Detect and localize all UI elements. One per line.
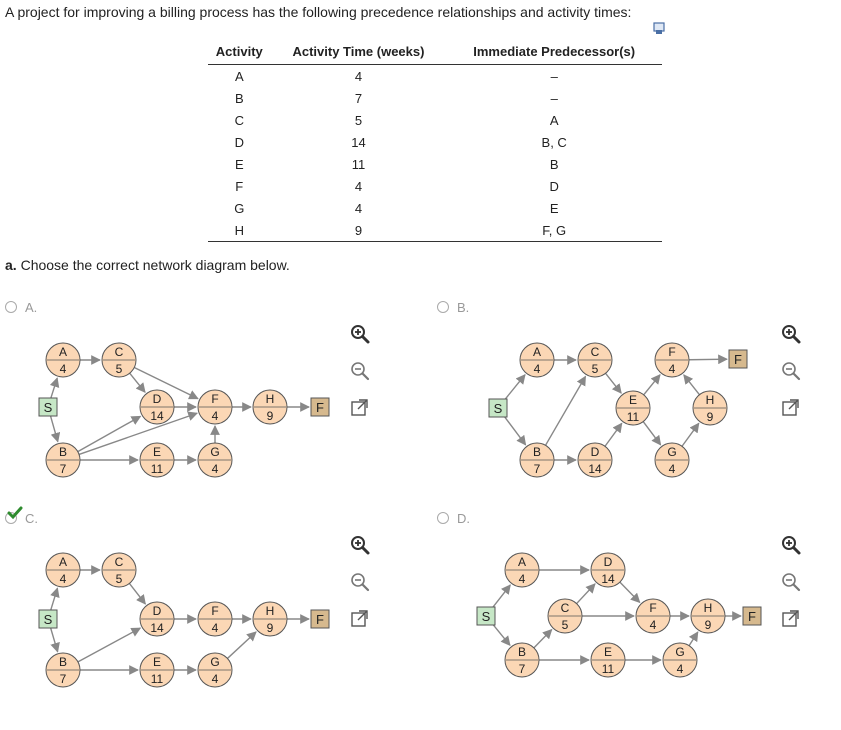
node-label: H <box>703 601 713 615</box>
edge-G-H <box>682 423 699 446</box>
node-e <box>591 643 625 677</box>
node-label: G <box>210 655 220 669</box>
node-label: F <box>316 612 324 627</box>
edge-S-B <box>492 623 510 645</box>
zoom-in-icon[interactable] <box>780 323 802 345</box>
edge-S-A <box>492 585 511 609</box>
check-icon <box>7 506 23 520</box>
cell-predecessors: – <box>550 90 558 106</box>
node-label: H <box>265 604 275 618</box>
option-c-letter: C. <box>25 511 38 526</box>
node-time: 14 <box>601 572 615 586</box>
node-label: E <box>152 655 162 669</box>
cell-activity: G <box>234 200 245 216</box>
cell-predecessors: F, G <box>446 219 662 242</box>
cell-time: 5 <box>354 112 363 128</box>
edge-S-A <box>51 378 57 398</box>
node-time: 4 <box>211 462 219 476</box>
node-time: 14 <box>588 462 602 476</box>
node-label: A <box>58 555 68 569</box>
zoom-out-icon[interactable] <box>780 571 802 593</box>
node-label: S <box>493 401 503 416</box>
node-f <box>636 599 670 633</box>
node-time: 14 <box>150 621 164 635</box>
node-time: 7 <box>59 672 67 686</box>
table-row <box>208 153 662 175</box>
network-diagram-c <box>0 530 400 700</box>
cell-activity: E <box>234 156 244 172</box>
node-label: G <box>667 445 677 459</box>
node-time: 4 <box>211 672 219 686</box>
node-time: 4 <box>518 572 526 586</box>
node-h <box>253 602 287 636</box>
question-text <box>5 257 290 273</box>
node-time: 4 <box>533 362 541 376</box>
node-finish <box>743 607 761 625</box>
option-a-radio[interactable] <box>5 301 17 313</box>
table-row <box>208 219 662 242</box>
node-label: G <box>210 445 220 459</box>
node-label: B <box>58 655 68 669</box>
cell-predecessors: B, C <box>541 134 567 150</box>
node-e <box>140 653 174 687</box>
node-time: 4 <box>59 362 67 376</box>
edge-D-E <box>605 423 622 446</box>
node-start <box>489 399 507 417</box>
cell-activity: B <box>234 90 244 106</box>
node-label: D <box>152 604 162 618</box>
node-label: E <box>152 445 162 459</box>
node-time: 4 <box>668 362 676 376</box>
edge-S-B <box>503 415 525 445</box>
node-g <box>198 443 232 477</box>
node-c <box>102 553 136 587</box>
table-row <box>208 197 662 219</box>
node-label: B <box>532 445 542 459</box>
edge-G-H <box>227 632 256 659</box>
node-label: F <box>211 392 219 406</box>
zoom-out-icon[interactable] <box>780 360 802 382</box>
node-b <box>46 653 80 687</box>
option-d-radio[interactable] <box>437 512 449 524</box>
node-time: 9 <box>266 409 274 423</box>
edge-B-C <box>546 376 586 445</box>
option-d-letter: D. <box>457 511 470 526</box>
node-label: H <box>705 393 715 407</box>
edge-E-G <box>643 422 660 445</box>
node-time: 4 <box>676 662 684 676</box>
node-time: 5 <box>115 362 123 376</box>
edge-B-D <box>78 416 141 451</box>
node-finish <box>311 610 329 628</box>
node-b <box>505 643 539 677</box>
node-label: C <box>590 345 600 359</box>
node-g <box>655 443 689 477</box>
node-label: D <box>603 555 613 569</box>
node-label: G <box>675 645 685 659</box>
node-finish <box>729 350 747 368</box>
node-time: 4 <box>649 618 657 632</box>
node-label: A <box>58 345 68 359</box>
edge-B-D <box>78 628 140 662</box>
edge-C-D <box>130 373 145 392</box>
node-f <box>198 390 232 424</box>
node-time: 7 <box>533 462 541 476</box>
node-time: 5 <box>591 362 599 376</box>
node-label: S <box>43 400 53 415</box>
node-time: 9 <box>266 621 274 635</box>
network-diagram-a <box>0 320 400 490</box>
table-row <box>208 87 662 109</box>
node-time: 9 <box>706 410 714 424</box>
cell-time: 4 <box>354 178 363 194</box>
node-a <box>46 553 80 587</box>
intro-text: A project for improving a billing process has the following precedence relationships and activity times: <box>5 4 632 20</box>
node-label: C <box>114 345 124 359</box>
cell-activity: F <box>235 178 244 194</box>
node-d <box>578 443 612 477</box>
node-time: 5 <box>561 618 569 632</box>
edge-S-B <box>51 628 58 652</box>
cell-activity: D <box>234 134 244 150</box>
cell-activity: C <box>234 112 244 128</box>
edge-C-D <box>129 583 145 604</box>
table-copy-icon[interactable] <box>652 22 666 36</box>
edge-H-F <box>684 375 700 395</box>
node-label: A <box>532 345 542 359</box>
node-time: 4 <box>59 572 67 586</box>
cell-predecessors: B <box>549 156 559 172</box>
node-b <box>520 443 554 477</box>
node-start <box>39 610 57 628</box>
table-row <box>208 65 662 88</box>
zoom-in-icon[interactable] <box>349 323 371 345</box>
node-finish <box>311 398 329 416</box>
option-b-radio[interactable] <box>437 301 449 313</box>
option-a-letter: A. <box>25 300 38 315</box>
question-label: Choose the correct network diagram below. <box>20 257 290 273</box>
node-label: H <box>265 392 275 406</box>
edge-S-A <box>51 588 58 610</box>
network-diagram-b <box>430 320 770 490</box>
node-label: D <box>590 445 600 459</box>
node-c <box>578 343 612 377</box>
node-label: S <box>43 612 53 627</box>
node-h <box>693 391 727 425</box>
node-time: 4 <box>668 462 676 476</box>
edge-B-C <box>534 630 552 648</box>
cell-time: 4 <box>354 68 363 84</box>
zoom-out-icon[interactable] <box>349 360 371 382</box>
edge-B-F <box>79 413 197 454</box>
node-time: 11 <box>601 662 615 676</box>
node-label: D <box>152 392 162 406</box>
node-time: 4 <box>211 409 219 423</box>
node-time: 5 <box>115 572 123 586</box>
cell-activity: H <box>208 219 271 242</box>
node-a <box>520 343 554 377</box>
node-d <box>140 390 174 424</box>
zoom-out-icon[interactable] <box>349 571 371 593</box>
node-e <box>140 443 174 477</box>
edge-C-D <box>577 584 595 604</box>
node-c <box>102 343 136 377</box>
node-label: E <box>603 645 613 659</box>
table-row <box>208 109 662 131</box>
node-time: 11 <box>150 672 164 686</box>
cell-activity: A <box>234 68 244 84</box>
option-b-letter: B. <box>457 300 470 315</box>
zoom-in-icon[interactable] <box>349 534 371 556</box>
node-b <box>46 443 80 477</box>
edge-S-B <box>50 416 57 442</box>
node-g <box>198 653 232 687</box>
node-f <box>198 602 232 636</box>
edge-S-A <box>504 375 525 401</box>
node-time: 11 <box>150 462 164 476</box>
edge-E-F <box>644 375 660 395</box>
node-time: 7 <box>59 462 67 476</box>
cell-time: 7 <box>354 90 363 106</box>
node-g <box>663 643 697 677</box>
node-label: F <box>316 400 324 415</box>
precedence-table <box>208 40 662 242</box>
popout-icon[interactable] <box>349 397 371 419</box>
popout-icon[interactable] <box>780 397 802 419</box>
node-h <box>253 390 287 424</box>
node-e <box>616 391 650 425</box>
node-label: F <box>211 604 219 618</box>
node-label: B <box>517 645 527 659</box>
cell-time: 11 <box>351 156 366 172</box>
node-label: C <box>114 555 124 569</box>
node-label: E <box>628 393 638 407</box>
edge-C-E <box>606 373 622 393</box>
cell-time: 9 <box>271 219 447 242</box>
node-label: C <box>560 601 570 615</box>
col-header-predecessors: Immediate Predecessor(s) <box>446 40 662 65</box>
node-label: F <box>734 352 742 367</box>
node-a <box>505 553 539 587</box>
edge-F-Fin <box>689 359 727 360</box>
col-header-time: Activity Time (weeks) <box>271 40 447 65</box>
zoom-in-icon[interactable] <box>780 534 802 556</box>
node-time: 4 <box>211 621 219 635</box>
node-c <box>548 599 582 633</box>
node-f <box>655 343 689 377</box>
cell-predecessors: E <box>549 200 559 216</box>
node-a <box>46 343 80 377</box>
node-label: F <box>748 609 756 624</box>
table-row <box>208 175 662 197</box>
node-label: F <box>649 601 657 615</box>
node-label: F <box>668 345 676 359</box>
popout-icon[interactable] <box>780 608 802 630</box>
node-start <box>477 607 495 625</box>
network-diagram-d <box>430 530 770 700</box>
node-time: 7 <box>518 662 526 676</box>
edge-G-H <box>689 632 698 646</box>
cell-time: 14 <box>351 134 366 150</box>
cell-time: 4 <box>354 200 363 216</box>
cell-predecessors: A <box>549 112 559 128</box>
cell-predecessors: – <box>550 68 558 84</box>
node-time: 14 <box>150 409 164 423</box>
table-row <box>208 131 662 153</box>
node-label: A <box>517 555 527 569</box>
question-part: a. <box>5 257 17 273</box>
edge-D-F <box>620 582 640 602</box>
node-h <box>691 599 725 633</box>
popout-icon[interactable] <box>349 608 371 630</box>
node-d <box>140 602 174 636</box>
node-time: 9 <box>704 618 712 632</box>
node-label: B <box>58 445 68 459</box>
node-d <box>591 553 625 587</box>
cell-predecessors: D <box>549 178 559 194</box>
node-start <box>39 398 57 416</box>
node-time: 11 <box>626 410 640 424</box>
node-label: S <box>481 609 491 624</box>
col-header-activity: Activity <box>208 40 271 65</box>
